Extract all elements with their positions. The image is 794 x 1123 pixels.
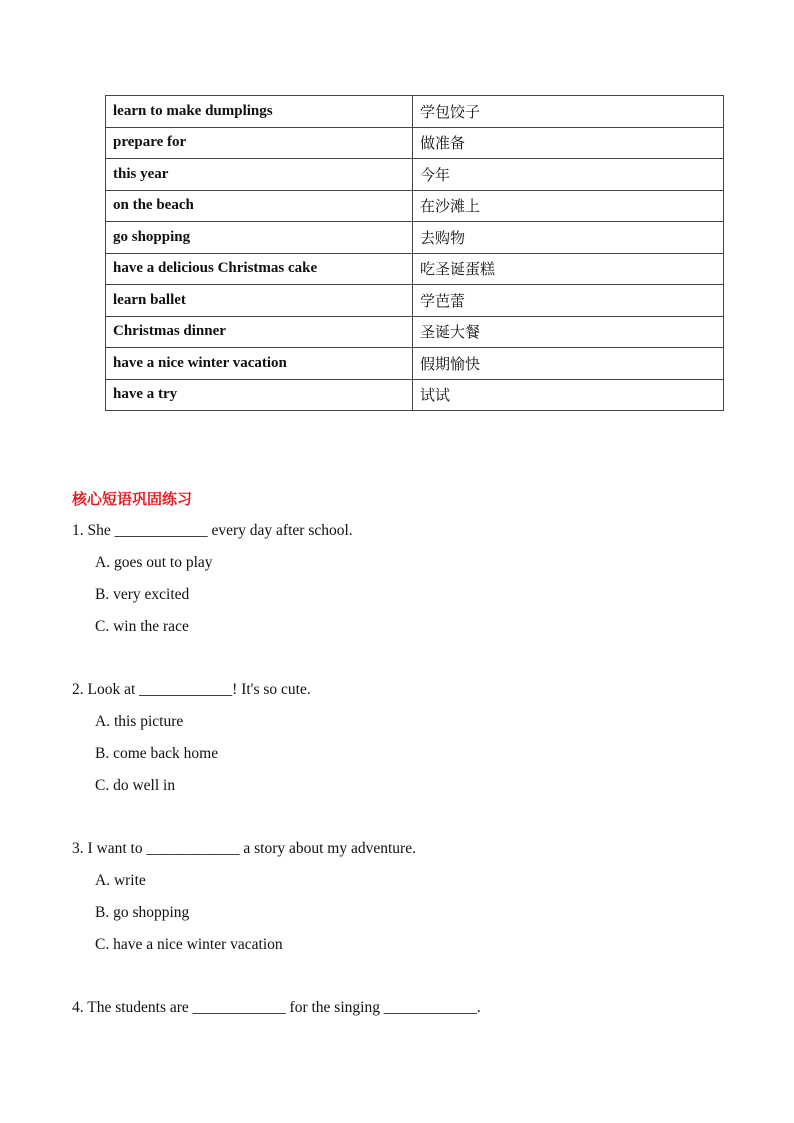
phrase-english: go shopping [106,222,413,254]
phrase-chinese: 试试 [413,379,724,411]
phrase-chinese: 吃圣诞蛋糕 [413,253,724,285]
question-4: 4. The students are ____________ for the singing ____________. [72,999,481,1016]
question-1-option-a: A. goes out to play [95,554,213,571]
phrase-chinese: 在沙滩上 [413,190,724,222]
table-row [106,127,724,159]
table-row [106,190,724,222]
table-row [106,379,724,411]
phrase-english: have a delicious Christmas cake [106,253,413,285]
question-2: 2. Look at ____________! It's so cute. [72,681,311,698]
phrase-english: have a nice winter vacation [106,348,413,380]
phrase-chinese: 做准备 [413,127,724,159]
vocab-table [105,95,724,411]
table-row [106,159,724,191]
section-title: 核心短语巩固练习 [72,490,193,508]
question-1-option-b: B. very excited [95,586,190,603]
phrase-english: this year [106,159,413,191]
table-row [106,285,724,317]
phrase-chinese: 假期愉快 [413,348,724,380]
phrase-chinese: 去购物 [413,222,724,254]
phrase-chinese: 学芭蕾 [413,285,724,317]
question-1-option-c: C. win the race [95,618,189,635]
question-3-option-a: A. write [95,872,146,889]
question-3: 3. I want to ____________ a story about my adventure. [72,840,416,857]
question-2-option-c: C. do well in [95,777,176,794]
phrase-english: learn ballet [106,285,413,317]
question-1: 1. She ____________ every day after school. [72,522,353,539]
phrase-english: Christmas dinner [106,316,413,348]
phrase-english: prepare for [106,127,413,159]
phrase-chinese: 圣诞大餐 [413,316,724,348]
question-3-option-c: C. have a nice winter vacation [95,936,283,953]
question-3-option-b: B. go shopping [95,904,190,921]
phrase-english: on the beach [106,190,413,222]
phrase-english: have a try [106,379,413,411]
question-2-option-b: B. come back home [95,745,219,762]
table-row [106,222,724,254]
phrase-english: learn to make dumplings [106,96,413,128]
table-row [106,316,724,348]
table-row [106,348,724,380]
phrase-chinese: 今年 [413,159,724,191]
phrase-chinese: 学包饺子 [413,96,724,128]
table-row [106,96,724,128]
table-row [106,253,724,285]
question-2-option-a: A. this picture [95,713,184,730]
